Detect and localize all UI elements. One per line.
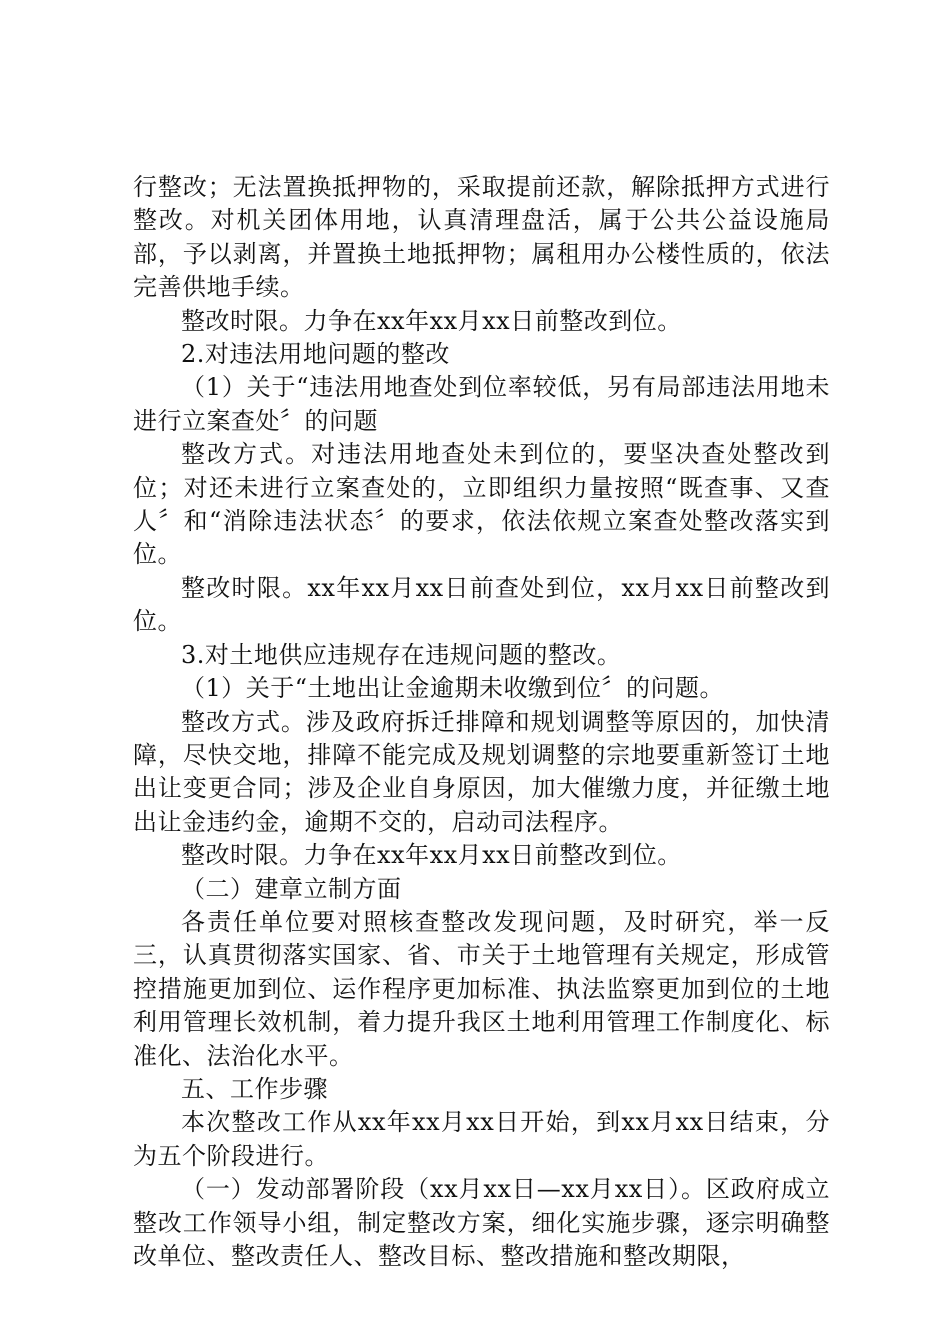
paragraph-14: 本次整改工作从xx年xx月xx日开始，到xx月xx日结束，分为五个阶段进行。 (133, 1108, 830, 1170)
paragraph-5: 整改方式。对违法用地查处未到位的，要坚决查处整改到位；对还未进行立案查处的，立即组织力量按照“既查事、又查人〞和“消除违法状态〞的要求，依法依规立案查处整改落实到位。 (133, 440, 830, 569)
paragraph-12: 各责任单位要对照核查整改发现问题，及时研究，举一反三，认真贯彻落实国家、省、市关于土地管理有关规定，形成管控措施更加到位、运作程序更加标准、执法监察更加到位的土地利用管理长效机制，着力提升我区土地利用管理工作制度化、标准化、法治化水平。 (133, 907, 830, 1070)
section-heading-3: 3.对土地供应违规存在违规问题的整改。 (181, 640, 622, 669)
paragraph-15: （一）发动部署阶段（xx月xx日—xx月xx日）。区政府成立整改工作领导小组，制定整改方案，细化实施步骤，逐宗明确整改单位、整改责任人、整改目标、整改措施和整改期限， (133, 1175, 830, 1270)
paragraph-9: 整改方式。涉及政府拆迁排障和规划调整等原因的，加快清障，尽快交地，排障不能完成及规划调整的宗地要重新签订土地出让变更合同；涉及企业自身原因，加大催缴力度，并征缴土地出让金违约金，逾期不交的，启动司法程序。 (133, 707, 830, 836)
paragraph-2: 整改时限。力争在xx年xx月xx日前整改到位。 (181, 306, 682, 335)
section-heading-2: 2.对违法用地问题的整改 (181, 340, 450, 369)
paragraph-6: 整改时限。xx年xx月xx日前查处到位，xx月xx日前整改到位。 (133, 573, 830, 636)
paragraph-10: 整改时限。力争在xx年xx月xx日前整改到位。 (181, 841, 682, 870)
paragraph-1: 行整改；无法置换抵押物的，采取提前还款，解除抵押方式进行整改。对机关团体用地，认真清理盘活，属于公共公益设施局部，予以剥离，并置换土地抵押物；属租用办公楼性质的，依法完善供地手续。 (133, 173, 830, 302)
subsection-heading-2-1: （1）关于“违法用地查处到位率较低，另有局部违法用地未进行立案查处〞的问题 (133, 373, 830, 435)
section-heading-rules: （二）建章立制方面 (181, 874, 402, 903)
subsection-heading-3-1: （1）关于“土地出让金逾期未收缴到位〞的问题。 (181, 674, 725, 703)
section-heading-five: 五、工作步骤 (181, 1074, 328, 1103)
document-body (133, 171, 830, 1273)
